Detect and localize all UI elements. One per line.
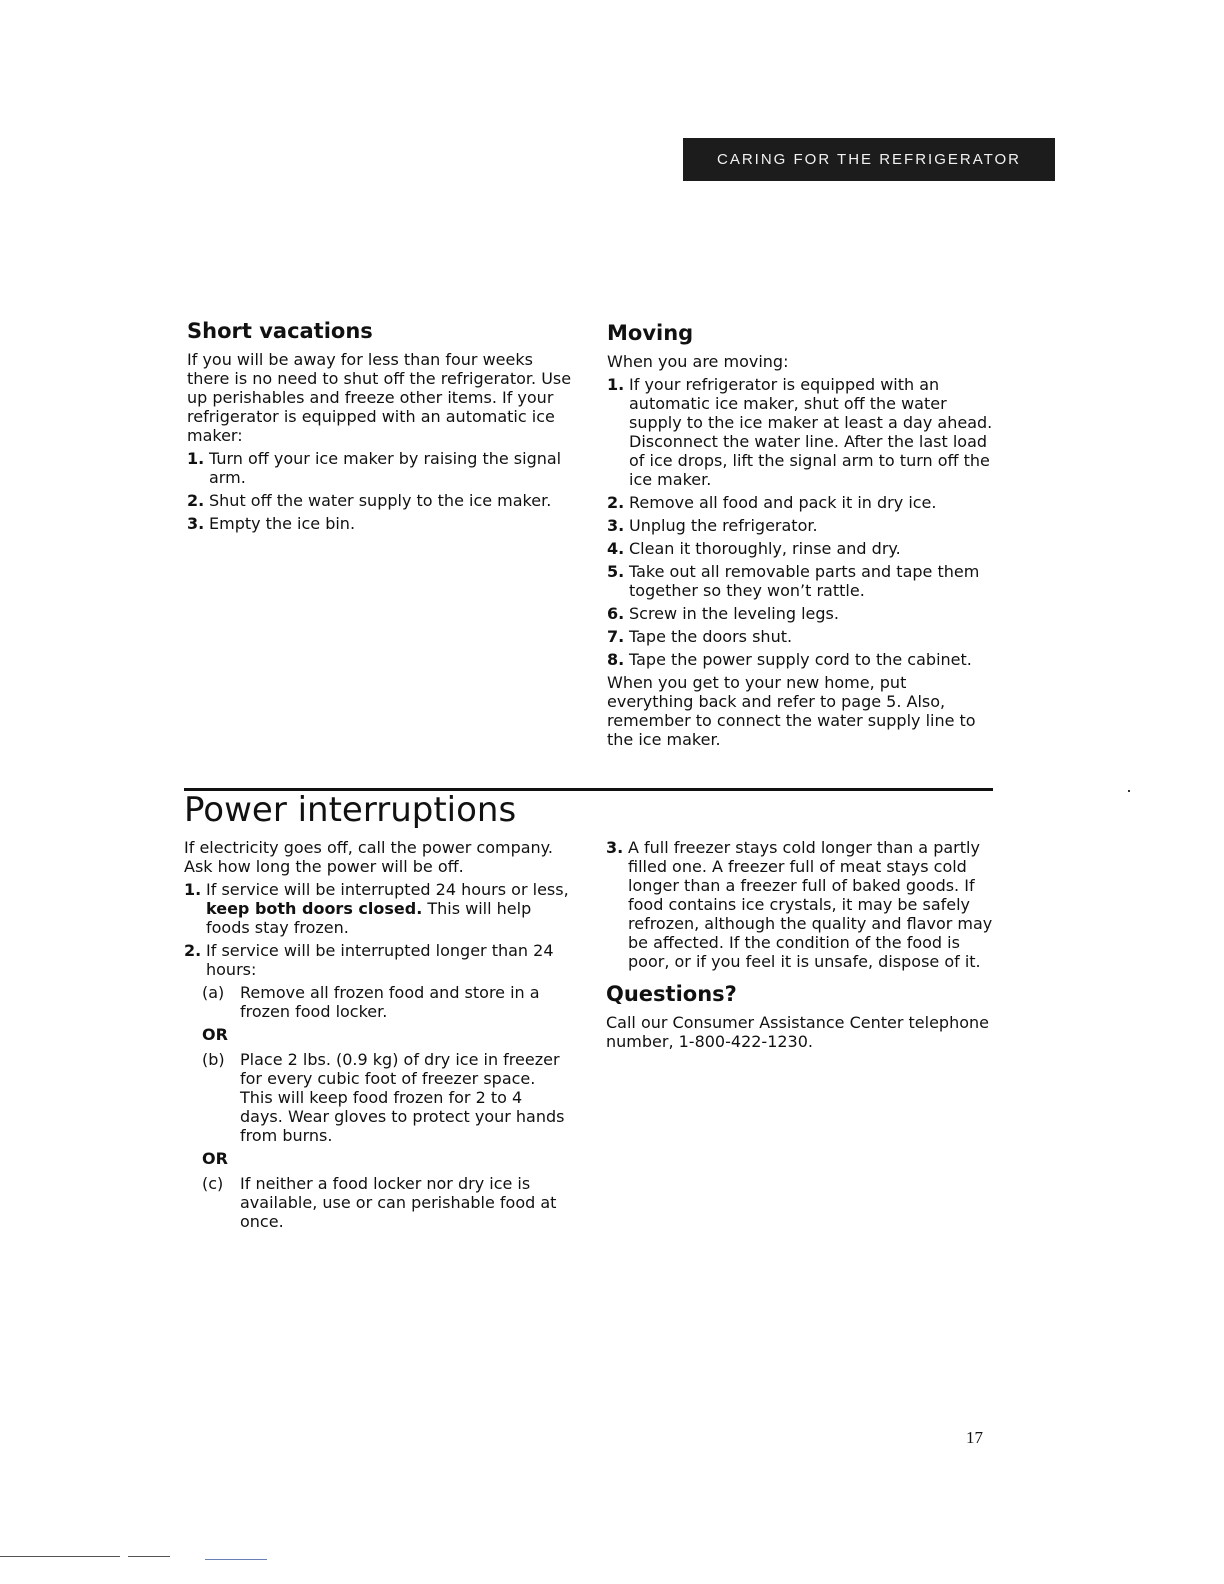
list-item	[607, 650, 997, 669]
power-steps	[184, 880, 569, 979]
step-text: Tape the power supply cord to the cabinet.	[629, 650, 972, 669]
emphasis-text: keep both doors closed.	[206, 899, 423, 918]
step-text: Screw in the leveling legs.	[629, 604, 839, 623]
list-item	[607, 562, 997, 600]
list-item	[607, 604, 997, 623]
step-number: 3.	[606, 838, 624, 857]
list-item	[187, 514, 572, 533]
questions-text: Call our Consumer Assistance Center telephone number, 1-800-422-1230.	[606, 1013, 989, 1051]
option-text: Remove all frozen food and store in a frozen food locker.	[240, 983, 540, 1021]
moving-intro: When you are moving:	[607, 352, 789, 371]
scan-artifact-line	[128, 1556, 170, 1557]
step-text: Turn off your ice maker by raising the signal arm.	[209, 449, 562, 487]
option-label: (b)	[202, 1050, 225, 1069]
option-text: If neither a food locker nor dry ice is available, use or can perishable food at once.	[240, 1174, 557, 1231]
power-continued-section	[606, 838, 996, 1051]
section-header-banner	[683, 138, 1055, 181]
power-intro: If electricity goes off, call the power company. Ask how long the power will be off.	[184, 838, 553, 876]
list-item	[606, 838, 996, 971]
step-text	[206, 880, 569, 937]
step-text: Clean it thoroughly, rinse and dry.	[629, 539, 901, 558]
moving-section	[607, 320, 997, 749]
option-item	[202, 1174, 569, 1231]
step-number: 2.	[607, 493, 625, 512]
option-label: (c)	[202, 1174, 224, 1193]
option-text: Place 2 lbs. (0.9 kg) of dry ice in freezer for every cubic foot of freezer space. This will keep food frozen for 2 to 4 days. Wear gloves to protect your hands from burns.	[240, 1050, 565, 1145]
step-number: 1.	[184, 880, 202, 899]
step-number: 5.	[607, 562, 625, 581]
moving-closing: When you get to your new home, put everything back and refer to page 5. Also, remember to connect the water supply line to the ice maker.	[607, 673, 976, 749]
list-item	[607, 627, 997, 646]
step-text: Remove all food and pack it in dry ice.	[629, 493, 937, 512]
option-item	[202, 1050, 569, 1145]
questions-heading: Questions?	[606, 982, 737, 1006]
list-item	[184, 880, 569, 937]
or-label: OR	[202, 1025, 228, 1044]
list-item	[184, 941, 569, 979]
list-item	[187, 491, 572, 510]
scan-artifact-line	[205, 1559, 267, 1560]
short-vacations-heading: Short vacations	[187, 319, 373, 343]
option-label: (a)	[202, 983, 225, 1002]
step-number: 6.	[607, 604, 625, 623]
moving-heading: Moving	[607, 321, 694, 345]
short-vacations-intro: If you will be away for less than four weeks there is no need to shut off the refrigerator. Use up perishables and freeze other items. If your refrigerator is equipped with an automatic ice maker:	[187, 350, 572, 445]
step-number: 7.	[607, 627, 625, 646]
step-number: 3.	[607, 516, 625, 535]
short-vacations-steps	[187, 449, 572, 533]
power-interruptions-heading: Power interruptions	[184, 790, 517, 830]
step-text: Empty the ice bin.	[209, 514, 356, 533]
section-header-title: CARING FOR THE REFRIGERATOR	[716, 151, 1022, 168]
step-number: 2.	[184, 941, 202, 960]
step-number: 4.	[607, 539, 625, 558]
list-item	[187, 449, 572, 487]
list-item	[607, 375, 997, 489]
step-number: 8.	[607, 650, 625, 669]
step-number: 2.	[187, 491, 205, 510]
list-item	[607, 493, 997, 512]
list-item	[607, 539, 997, 558]
power-steps-continued	[606, 838, 996, 971]
or-label: OR	[202, 1149, 228, 1168]
short-vacations-section	[187, 318, 572, 537]
step-text: If service will be interrupted longer than 24 hours:	[206, 941, 554, 979]
step-text-start: If service will be interrupted 24 hours or less,	[206, 880, 569, 899]
scan-artifact-line	[0, 1556, 120, 1557]
step-text: If your refrigerator is equipped with an automatic ice maker, shut off the water supply to the ice maker at least a day ahead. Disconnect the water line. After the last load of ice drops, lift the signal arm to turn off the ice maker.	[629, 375, 993, 489]
step-text: A full freezer stays cold longer than a partly filled one. A freezer full of meat stays cold longer than a freezer full of baked goods. If food contains ice crystals, it may be safely refrozen, although the quality and flavor may be affected. If the condition of the food is poor, or if you feel it is unsafe, dispose of it.	[628, 838, 993, 971]
option-item	[202, 983, 569, 1021]
step-text: Unplug the refrigerator.	[629, 516, 818, 535]
moving-steps	[607, 375, 997, 669]
step-text: Take out all removable parts and tape them together so they won’t rattle.	[629, 562, 980, 600]
power-interruptions-section	[184, 838, 569, 1235]
page-number: 17	[966, 1428, 983, 1447]
step-text: Shut off the water supply to the ice maker.	[209, 491, 552, 510]
scan-artifact-dot	[1128, 790, 1130, 792]
step-number: 1.	[187, 449, 205, 468]
step-text: Tape the doors shut.	[629, 627, 793, 646]
step-text-end: This will help foods stay frozen.	[206, 899, 532, 937]
list-item	[607, 516, 997, 535]
step-number: 1.	[607, 375, 625, 394]
step-number: 3.	[187, 514, 205, 533]
